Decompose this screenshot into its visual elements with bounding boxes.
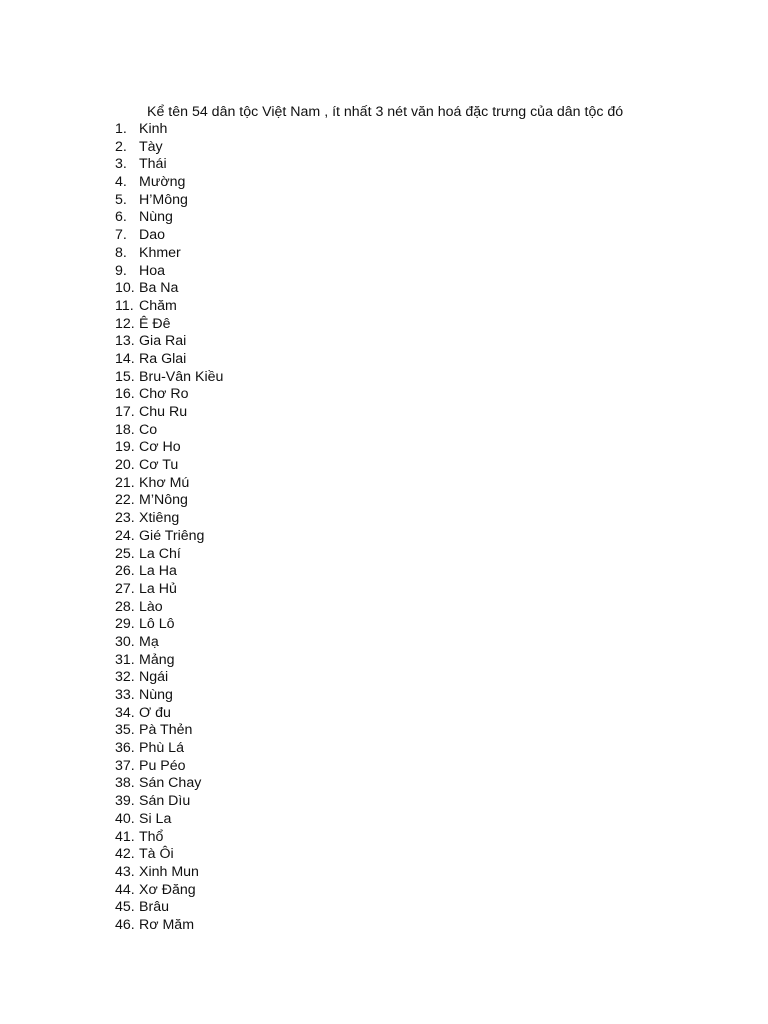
list-item-number: 37. <box>115 757 135 774</box>
list-item <box>115 846 223 864</box>
list-item-number: 43. <box>115 863 135 880</box>
list-item-name: Phù Lá <box>139 740 184 757</box>
list-item-name: Xơ Đăng <box>139 881 196 898</box>
list-item-number: 16. <box>115 386 135 403</box>
list-item <box>115 899 223 917</box>
list-item-name: Si La <box>139 810 172 827</box>
list-item <box>115 581 223 599</box>
list-item-number: 2. <box>115 138 127 155</box>
list-item-name: Pà Thẻn <box>139 722 193 739</box>
ethnic-group-list <box>115 121 223 935</box>
list-item <box>115 156 223 174</box>
list-item-name: Gia Rai <box>139 333 187 350</box>
list-item-name: Chăm <box>139 297 177 314</box>
list-item-name: Rơ Măm <box>139 916 195 933</box>
list-item <box>115 864 223 882</box>
list-item-name: M’Nông <box>139 492 188 509</box>
list-item-name: Tà Ôi <box>139 846 174 863</box>
list-item <box>115 705 223 723</box>
list-item-number: 22. <box>115 492 135 509</box>
list-item <box>115 492 223 510</box>
list-item-number: 23. <box>115 510 135 527</box>
list-item <box>115 280 223 298</box>
list-item <box>115 616 223 634</box>
list-item-number: 36. <box>115 740 135 757</box>
list-item-name: Gié Triêng <box>139 527 205 544</box>
list-item-name: Sán Chay <box>139 775 202 792</box>
list-item-name: Thái <box>139 156 167 173</box>
list-item <box>115 599 223 617</box>
list-item-number: 21. <box>115 474 135 491</box>
list-item-name: Mạ <box>139 633 159 650</box>
list-item <box>115 386 223 404</box>
list-item-number: 24. <box>115 527 135 544</box>
list-item <box>115 316 223 334</box>
list-item-number: 39. <box>115 793 135 810</box>
list-item-name: Thổ <box>139 828 164 845</box>
list-item-number: 9. <box>115 262 127 279</box>
list-item-name: Cơ Tu <box>139 457 179 474</box>
list-item-number: 18. <box>115 421 135 438</box>
list-item-number: 31. <box>115 651 135 668</box>
list-item-number: 29. <box>115 616 135 633</box>
list-item-name: Cơ Ho <box>139 439 181 456</box>
list-item-number: 12. <box>115 315 135 332</box>
list-item <box>115 669 223 687</box>
list-item-number: 7. <box>115 227 127 244</box>
list-item-name: Chơ Ro <box>139 386 189 403</box>
list-item <box>115 528 223 546</box>
list-item-name: La Hủ <box>139 580 177 597</box>
list-item-number: 20. <box>115 457 135 474</box>
list-item <box>115 404 223 422</box>
list-item <box>115 192 223 210</box>
list-item <box>115 563 223 581</box>
list-item <box>115 917 223 935</box>
list-item-number: 19. <box>115 439 135 456</box>
list-item-name: Nùng <box>139 687 173 703</box>
list-item <box>115 121 223 139</box>
list-item-name: Chu Ru <box>139 404 188 420</box>
list-item-number: 25. <box>115 545 135 562</box>
list-item-number: 4. <box>115 174 127 191</box>
list-item <box>115 369 223 387</box>
list-item-number: 42. <box>115 846 135 863</box>
list-item <box>115 209 223 227</box>
list-item-number: 45. <box>115 899 135 916</box>
list-item-number: 1. <box>115 121 127 137</box>
list-item-name: Khơ Mú <box>139 474 190 491</box>
list-item <box>115 298 223 316</box>
list-item <box>115 333 223 351</box>
list-item-number: 28. <box>115 598 135 615</box>
list-item <box>115 811 223 829</box>
list-item <box>115 882 223 900</box>
list-item-number: 33. <box>115 687 135 703</box>
list-item-name: Ngái <box>139 669 169 686</box>
list-item-name: H’Mông <box>139 191 188 208</box>
list-item-number: 30. <box>115 633 135 650</box>
list-item <box>115 510 223 528</box>
list-item-number: 26. <box>115 563 135 580</box>
list-item-number: 11. <box>115 297 134 314</box>
list-item <box>115 793 223 811</box>
list-item <box>115 634 223 652</box>
list-item-name: Dao <box>139 227 166 244</box>
list-item <box>115 245 223 263</box>
document-title: Kể tên 54 dân tộc Việt Nam , ít nhất 3 nét văn hoá đặc trưng của dân tộc đó <box>147 104 624 120</box>
list-item-number: 8. <box>115 244 127 261</box>
list-item-name: Tày <box>139 138 163 155</box>
list-item <box>115 546 223 564</box>
list-item-number: 17. <box>115 404 135 420</box>
list-item <box>115 758 223 776</box>
list-item-name: Xtiêng <box>139 510 180 527</box>
list-item <box>115 652 223 670</box>
list-item-number: 34. <box>115 704 135 721</box>
list-item-number: 41. <box>115 828 135 845</box>
list-item <box>115 687 223 705</box>
list-item-number: 40. <box>115 810 135 827</box>
list-item-name: Pu Péo <box>139 757 186 774</box>
list-item-name: La Chí <box>139 545 181 562</box>
list-item-name: Ba Na <box>139 280 179 297</box>
list-item-number: 3. <box>115 156 127 173</box>
list-item <box>115 422 223 440</box>
list-item-number: 32. <box>115 669 135 686</box>
list-item-number: 10. <box>115 280 135 297</box>
list-item <box>115 475 223 493</box>
list-item-name: Ơ đu <box>139 704 171 721</box>
list-item-number: 13. <box>115 333 135 350</box>
list-item <box>115 775 223 793</box>
list-item-number: 27. <box>115 580 135 597</box>
list-item-number: 38. <box>115 775 135 792</box>
list-item-name: Hoa <box>139 262 166 279</box>
list-item-name: Mường <box>139 174 186 191</box>
list-item <box>115 457 223 475</box>
list-item-name: Lào <box>139 598 163 615</box>
list-item-number: 5. <box>115 191 127 208</box>
list-item-name: Ra Glai <box>139 350 187 367</box>
list-item-number: 46. <box>115 916 135 933</box>
list-item <box>115 439 223 457</box>
list-item <box>115 139 223 157</box>
list-item-name: Ê Đê <box>139 315 171 332</box>
list-item-name: Kinh <box>139 121 168 137</box>
list-item-name: La Ha <box>139 563 177 580</box>
list-item-name: Xinh Mun <box>139 863 199 880</box>
list-item <box>115 174 223 192</box>
list-item-name: Brâu <box>139 899 169 916</box>
list-item-number: 15. <box>115 368 135 385</box>
list-item-name: Co <box>139 421 158 438</box>
list-item <box>115 829 223 847</box>
list-item <box>115 351 223 369</box>
list-item-name: Bru-Vân Kiều <box>139 368 224 385</box>
list-item <box>115 722 223 740</box>
list-item-name: Khmer <box>139 244 181 261</box>
list-item-number: 35. <box>115 722 135 739</box>
list-item-number: 6. <box>115 209 127 226</box>
list-item-name: Lô Lô <box>139 616 175 633</box>
list-item-name: Mảng <box>139 651 175 668</box>
list-item-name: Sán Dìu <box>139 793 191 810</box>
list-item <box>115 263 223 281</box>
list-item <box>115 740 223 758</box>
list-item-number: 14. <box>115 350 135 367</box>
list-item-number: 44. <box>115 881 135 898</box>
list-item-name: Nùng <box>139 209 173 226</box>
list-item <box>115 227 223 245</box>
